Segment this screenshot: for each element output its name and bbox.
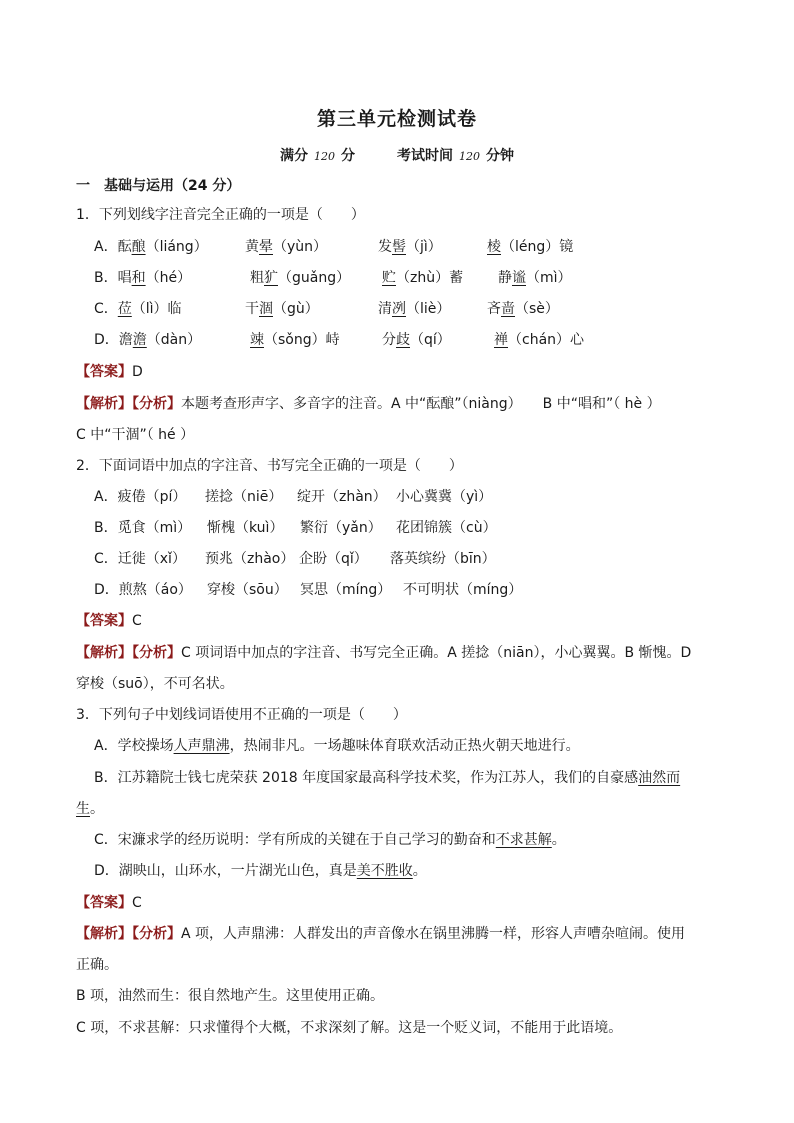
q3-answer: 【答案】C xyxy=(76,895,142,911)
q2-option-d-2: 穿梭（sōu） xyxy=(207,582,288,598)
time-unit: 分钟 xyxy=(486,148,514,164)
q1-option-c-3: 清冽（liè） xyxy=(378,301,451,317)
q3-analysis-line4: C 项，不求甚解：只求懂得个大概，不求深刻了解。这是一个贬义词，不能用于此语境。 xyxy=(76,1020,623,1036)
q2-option-a-2: 搓捻（niē） xyxy=(205,489,283,505)
q2-option-d-3: 冥思（míng） xyxy=(300,582,392,598)
time-label: 考试时间 xyxy=(397,148,453,164)
q1-option-d-1: D．澹澹（dàn） xyxy=(94,332,202,348)
q2-option-a-1: A．疲倦（pí） xyxy=(94,489,187,505)
q2-option-c-2: 预兆（zhào） xyxy=(205,551,295,567)
q3-option-d: D．湖映山，山环水，一片湖光山色，真是美不胜收。 xyxy=(94,863,427,879)
q2-option-b-1: B．觅食（mì） xyxy=(94,520,192,536)
q1-option-d-3: 分歧（qí） xyxy=(382,332,451,348)
q2-option-a-4: 小心冀冀（yì） xyxy=(396,489,493,505)
q3-option-c: C．宋濂求学的经历说明：学有所成的关键在于自己学习的勤奋和不求甚解。 xyxy=(94,832,566,848)
score-unit: 分 xyxy=(341,148,355,164)
q3-stem: 3．下列句子中划线词语使用不正确的一项是（ ） xyxy=(76,707,407,723)
q2-option-b-4: 花团锦簇（cù） xyxy=(396,520,497,536)
q1-analysis-line1: 【解析】【分析】本题考查形声字、多音字的注音。A 中“酝酿”（niàng） B 中“唱和”（ hè ） xyxy=(76,396,661,412)
q1-option-b-1: B．唱和（hé） xyxy=(94,270,192,286)
q3-analysis-line3: B 项，油然而生：很自然地产生。这里使用正确。 xyxy=(76,988,385,1004)
q2-option-c-1: C．迁徙（xǐ） xyxy=(94,551,186,567)
q2-option-b-2: 惭槐（kuì） xyxy=(207,520,284,536)
q1-option-c-2: 干涸（gù） xyxy=(245,301,319,317)
q1-option-b-4: 静谧（mì） xyxy=(498,270,572,286)
q1-option-c-1: C．莅（lì）临 xyxy=(94,301,182,317)
q1-option-b-3: 贮（zhù）蓄 xyxy=(382,270,464,286)
section-heading: 一 基础与运用（24 分） xyxy=(76,178,241,194)
q1-analysis-line2: C 中“干涸”（ hé ） xyxy=(76,427,195,443)
q1-option-a-1: A．酝酿（liáng） xyxy=(94,239,208,255)
q3-option-a: A．学校操场人声鼎沸，热闹非凡。一场趣味体育联欢活动正热火朝天地进行。 xyxy=(94,738,580,754)
q2-answer: 【答案】C xyxy=(76,613,142,629)
q2-option-a-3: 绽开（zhàn） xyxy=(297,489,387,505)
q3-analysis-line2: 正确。 xyxy=(76,957,118,973)
q2-option-d-4: 不可明状（míng） xyxy=(403,582,523,598)
q2-analysis-line2: 穿梭（suō），不可名状。 xyxy=(76,676,234,692)
q2-option-c-3: 企盼（qǐ） xyxy=(299,551,368,567)
q1-stem: 1．下列划线字注音完全正确的一项是（ ） xyxy=(76,207,365,223)
q3-option-b-cont: 生。 xyxy=(76,801,104,817)
q3-analysis-line1: 【解析】【分析】A 项，人声鼎沸：人群发出的声音像水在锅里沸腾一样，形容人声嘈杂喧闹。使用 xyxy=(76,926,686,942)
score-label: 满分 xyxy=(280,148,308,164)
q2-option-d-1: D．煎熬（áo） xyxy=(94,582,192,598)
q2-option-b-3: 繁衍（yǎn） xyxy=(300,520,382,536)
page-title: 第三单元检测试卷 xyxy=(316,108,477,130)
q2-stem: 2．下面词语中加点的字注音、书写完全正确的一项是（ ） xyxy=(76,458,463,474)
q2-analysis-line1: 【解析】【分析】C 项词语中加点的字注音、书写完全正确。A 搓捻（niān），小心翼翼。B 惭愧。D xyxy=(76,645,692,661)
q3-option-b: B．江苏籍院士钱七虎荣获 2018 年度国家最高科学技术奖，作为江苏人，我们的自豪感油然而 xyxy=(94,770,681,786)
score-value: 120 xyxy=(314,150,335,163)
q1-option-b-2: 粗犷（guǎng） xyxy=(250,270,351,286)
exam-info xyxy=(0,145,794,165)
q2-option-c-4: 落英缤纷（bīn） xyxy=(390,551,496,567)
time-value: 120 xyxy=(459,150,480,163)
q1-option-a-3: 发髻（jì） xyxy=(378,239,442,255)
q1-option-d-4: 禅（chán）心 xyxy=(494,332,585,348)
q1-option-a-2: 黄晕（yùn） xyxy=(245,239,328,255)
q1-answer: 【答案】D xyxy=(76,364,143,380)
q1-option-a-4: 棱（léng）镜 xyxy=(487,239,574,255)
q1-option-d-2: 竦（sǒng）峙 xyxy=(250,332,340,348)
q1-option-c-4: 吝啬（sè） xyxy=(487,301,559,317)
